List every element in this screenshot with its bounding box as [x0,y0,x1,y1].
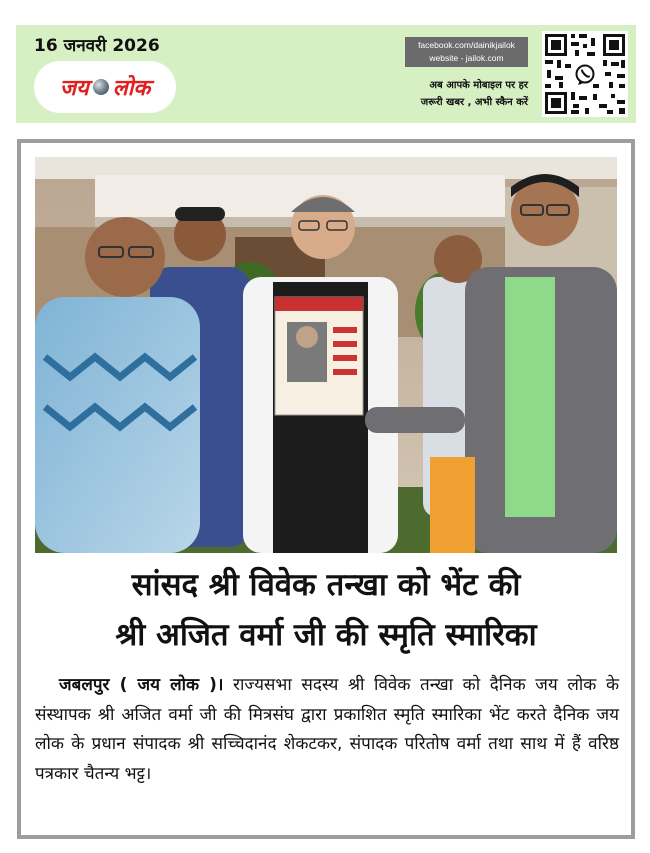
facebook-link[interactable]: facebook.com/dainikjailok [418,40,515,50]
tagline-line-2: जरूरी खबर , अभी स्कैन करें [420,97,528,108]
news-frame [17,139,635,839]
website-link[interactable]: website - jailok.com [429,53,504,63]
qr-code[interactable] [542,31,628,117]
article-body [35,671,619,789]
issue-date: 16 जनवरी 2026 [34,36,160,56]
tagline-line-1: अब आपके मोबाइल पर हर [429,80,528,91]
headline-line-1: सांसद श्री विवेक तन्खा को भेंट की [131,567,521,603]
logo-word-right: लोक [112,75,151,101]
logo-word-left: जय [59,75,89,101]
logo-wordmark [60,72,151,102]
article-body-text: राज्यसभा सदस्य श्री विवेक तन्खा को दैनिक जय लोक के संस्थापक श्री अजित वर्मा जी की मित्रसंघ द्वारा प्रकाशित स्मृति स्मारिका भेंट करते दैनिक जय लोक के प्रधान संपादक श्री सच्चिदानंद शेकटकर, संपादक परितोष वर्मा तथा साथ में हैं वरिष्ठ पत्रकार चैतन्य भट्ट। [35,675,619,784]
social-links-box [405,37,528,67]
globe-icon [93,79,109,95]
dateline: जबलपुर ( जय लोक )। [59,675,224,695]
headline-line-2: श्री अजित वर्मा जी की स्मृति स्मारिका [115,617,537,653]
newspaper-logo[interactable] [34,61,176,113]
photo-illustration [35,157,617,553]
news-photo [35,157,617,553]
masthead [16,25,636,123]
qr-code-icon [542,31,628,117]
scan-tagline [400,77,528,111]
